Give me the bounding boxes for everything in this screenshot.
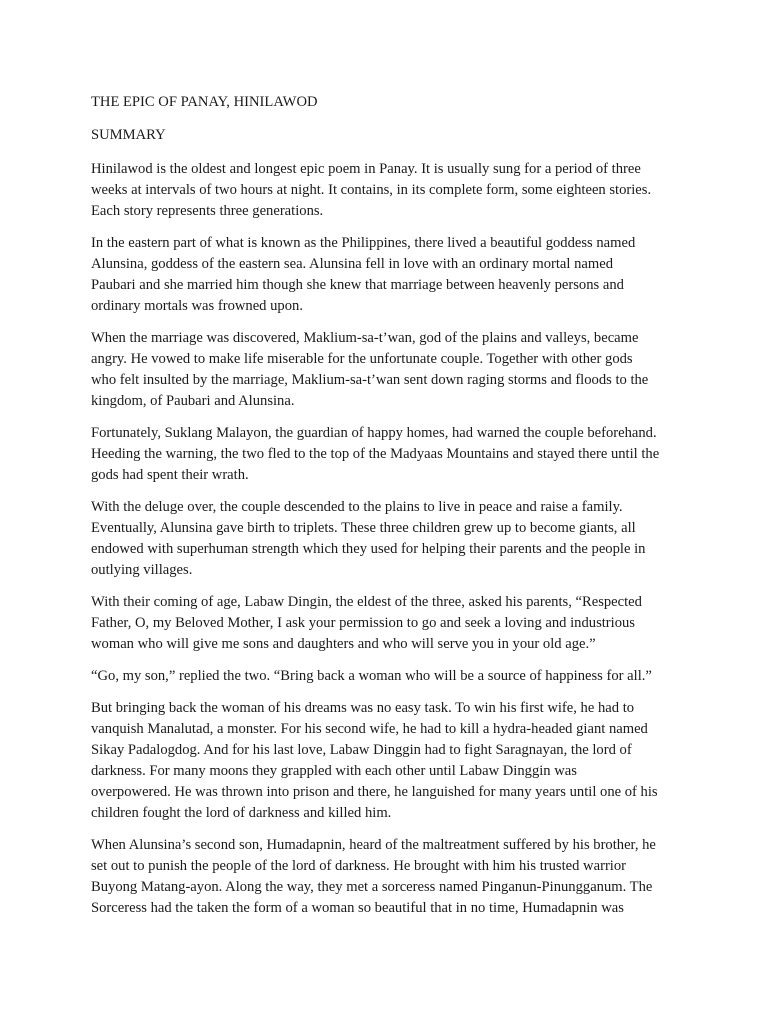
paragraph-line: Father, O, my Beloved Mother, I ask your permission to go and seek a loving and industrious xyxy=(91,615,635,631)
paragraph-line: vanquish Manalutad, a monster. For his second wife, he had to kill a hydra-headed giant named xyxy=(91,721,648,737)
paragraph-line: ordinary mortals was frowned upon. xyxy=(91,298,303,314)
paragraph xyxy=(91,233,691,317)
paragraph-line: Paubari and she married him though she knew that marriage between heavenly persons and xyxy=(91,277,624,293)
paragraph-line: When Alunsina’s second son, Humadapnin, heard of the maltreatment suffered by his brother, he xyxy=(91,837,656,853)
paragraph-line: “Go, my son,” replied the two. “Bring back a woman who will be a source of happiness for all.” xyxy=(91,668,652,684)
paragraph-line: Fortunately, Suklang Malayon, the guardian of happy homes, had warned the couple beforehand. xyxy=(91,425,657,441)
paragraph-line: Buyong Matang-ayon. Along the way, they met a sorceress named Pinganun-Pinungganum. The xyxy=(91,879,653,895)
paragraph xyxy=(91,328,691,412)
paragraph xyxy=(91,666,691,687)
document-page xyxy=(91,92,691,930)
paragraph-line: overpowered. He was thrown into prison and there, he languished for many years until one of his xyxy=(91,784,658,800)
paragraph xyxy=(91,592,691,655)
paragraph-line: set out to punish the people of the lord of darkness. He brought with him his trusted warrior xyxy=(91,858,627,874)
paragraph xyxy=(91,497,691,581)
paragraph-line: Hinilawod is the oldest and longest epic poem in Panay. It is usually sung for a period of three xyxy=(91,161,641,177)
paragraph-line: In the eastern part of what is known as the Philippines, there lived a beautiful goddess named xyxy=(91,235,636,251)
paragraph-line: With the deluge over, the couple descended to the plains to live in peace and raise a family. xyxy=(91,499,623,515)
paragraph-line: darkness. For many moons they grappled with each other until Labaw Dinggin was xyxy=(91,763,577,779)
paragraph xyxy=(91,423,691,486)
paragraph-line: angry. He vowed to make life miserable for the unfortunate couple. Together with other gods xyxy=(91,351,633,367)
paragraph-line: Sorceress had the taken the form of a woman so beautiful that in no time, Humadapnin was xyxy=(91,900,624,916)
paragraph-line: woman who will give me sons and daughters and who will serve you in your old age.” xyxy=(91,636,596,652)
document-body xyxy=(91,159,691,919)
paragraph-line: Alunsina, goddess of the eastern sea. Alunsina fell in love with an ordinary mortal named xyxy=(91,256,614,272)
paragraph-line: Each story represents three generations. xyxy=(91,203,324,219)
paragraph-line: Sikay Padalogdog. And for his last love, Labaw Dinggin had to fight Saragnayan, the lord of xyxy=(91,742,632,758)
document-title: THE EPIC OF PANAY, HINILAWOD xyxy=(91,94,318,110)
paragraph-line: children fought the lord of darkness and killed him. xyxy=(91,805,392,821)
paragraph-line: But bringing back the woman of his dreams was no easy task. To win his first wife, he had to xyxy=(91,700,635,716)
section-heading: SUMMARY xyxy=(91,127,166,143)
paragraph-line: Eventually, Alunsina gave birth to triplets. These three children grew up to become giants, all xyxy=(91,520,636,536)
paragraph-line: With their coming of age, Labaw Dingin, the eldest of the three, asked his parents, “Respected xyxy=(91,594,642,610)
paragraph-line: When the marriage was discovered, Maklium-sa-t’wan, god of the plains and valleys, became xyxy=(91,330,639,346)
paragraph-line: Heeding the warning, the two fled to the top of the Madyaas Mountains and stayed there until the xyxy=(91,446,660,462)
paragraph-line: weeks at intervals of two hours at night. It contains, in its complete form, some eighteen stories. xyxy=(91,182,652,198)
paragraph-line: outlying villages. xyxy=(91,562,193,578)
paragraph xyxy=(91,698,691,824)
paragraph-line: kingdom, of Paubari and Alunsina. xyxy=(91,393,295,409)
paragraph-line: who felt insulted by the marriage, Maklium-sa-t’wan sent down raging storms and floods to the xyxy=(91,372,649,388)
paragraph xyxy=(91,159,691,222)
paragraph-line: endowed with superhuman strength which they used for helping their parents and the people in xyxy=(91,541,646,557)
paragraph xyxy=(91,835,691,919)
paragraph-line: gods had spent their wrath. xyxy=(91,467,249,483)
